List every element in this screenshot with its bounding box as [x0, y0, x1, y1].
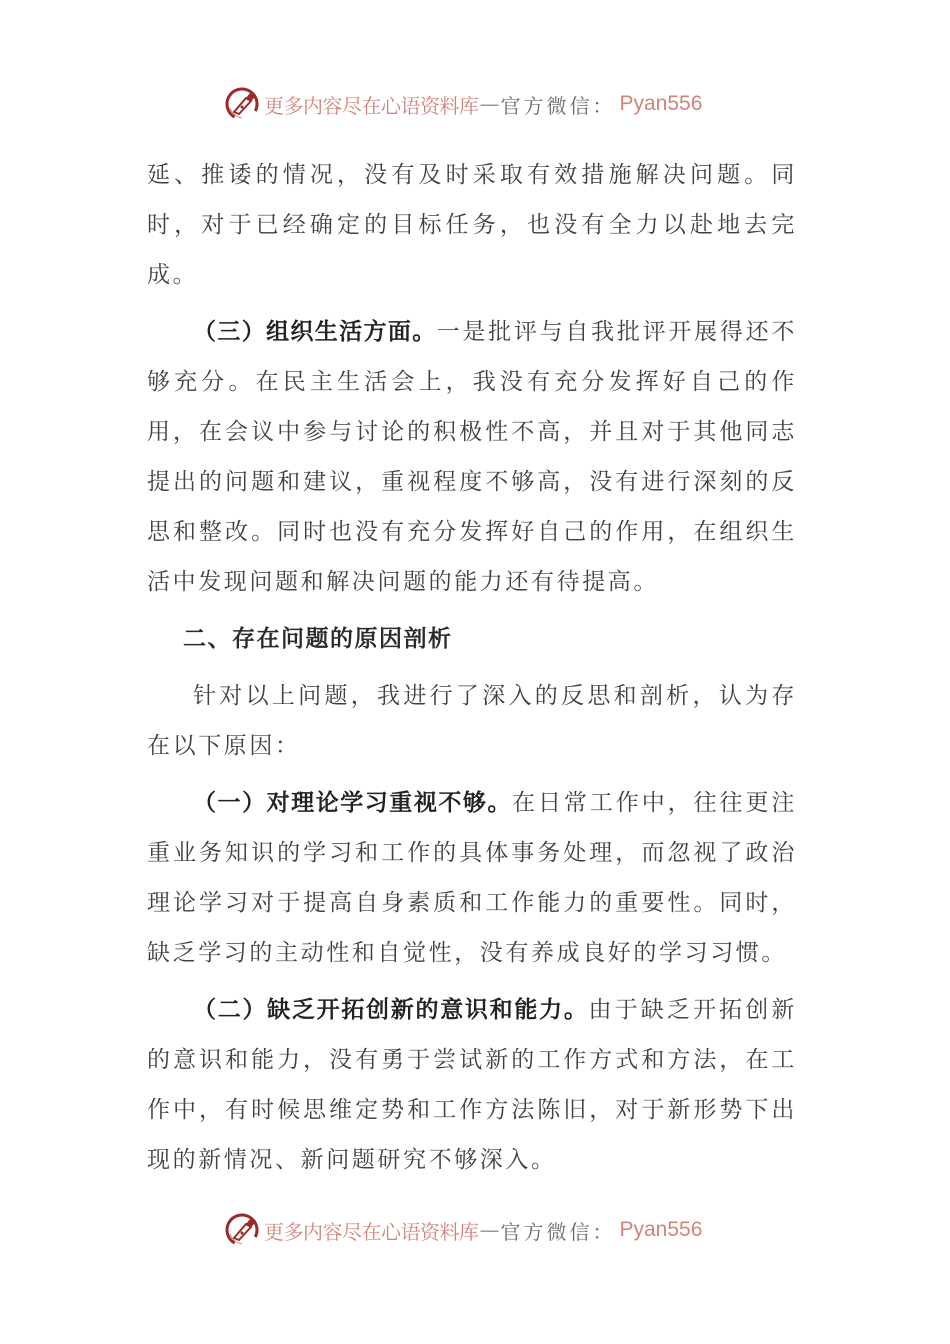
separator-dash: —: [479, 92, 500, 116]
paragraph-text: 延、推诿的情况，没有及时采取有效措施解决问题。同时，对于已经确定的目标任务，也没有全力以赴地去完成。: [147, 162, 797, 288]
paragraph-intro: [147, 671, 797, 771]
paragraph-reason-2: [147, 985, 797, 1185]
wechat-id: Pyan556: [619, 92, 703, 115]
wechat-label: 官方微信：: [500, 1219, 616, 1244]
pen-nib-logo-icon: [224, 86, 260, 122]
paragraph-lead-heading: （一）对理论学习重视不够。: [193, 790, 512, 816]
wechat-label: 官方微信：: [500, 93, 616, 118]
paragraph-text: 针对以上问题，我进行了深入的反思和剖析，认为存在以下原因：: [147, 683, 797, 759]
paragraph-lead-heading: （二）缺乏开拓创新的意识和能力。: [193, 997, 589, 1023]
paragraph-text: 在日常工作中，往往更注重业务知识的学习和工作的具体事务处理，而忽视了政治理论学习对于提高自身素质和工作能力的重要性。同时，缺乏学习的主动性和自觉性，没有养成良好的学习习惯。: [147, 790, 797, 966]
promo-text: 更多内容尽在心语资料库: [264, 1219, 479, 1244]
separator-dash: —: [479, 1218, 500, 1242]
wechat-id: Pyan556: [619, 1218, 703, 1241]
paragraph-reason-1: [147, 778, 797, 978]
paragraph-text: 一是批评与自我批评开展得还不够充分。在民主生活会上，我没有充分发挥好自己的作用，在会议中参与讨论的积极性不高，并且对于其他同志提出的问题和建议，重视程度不够高，没有进行深刻的反思和整改。同时也没有充分发挥好自己的作用，在组织生活中发现问题和解决问题的能力还有待提高。: [147, 319, 797, 595]
pen-nib-logo-icon: [224, 1212, 260, 1248]
paragraph-org-life: [147, 307, 797, 607]
section-heading: 二、存在问题的原因剖析: [183, 626, 453, 652]
paragraph-lead-heading: （三）组织生活方面。: [193, 319, 437, 345]
paragraph-continuation: [147, 150, 797, 300]
paragraph-text: 由于缺乏开拓创新的意识和能力，没有勇于尝试新的工作方式和方法，在工作中，有时候思维定势和工作方法陈旧，对于新形势下出现的新情况、新问题研究不够深入。: [147, 997, 797, 1173]
header-watermark: [224, 84, 724, 124]
document-body: [147, 150, 797, 1192]
footer-watermark: [224, 1210, 724, 1250]
promo-text: 更多内容尽在心语资料库: [264, 93, 479, 118]
